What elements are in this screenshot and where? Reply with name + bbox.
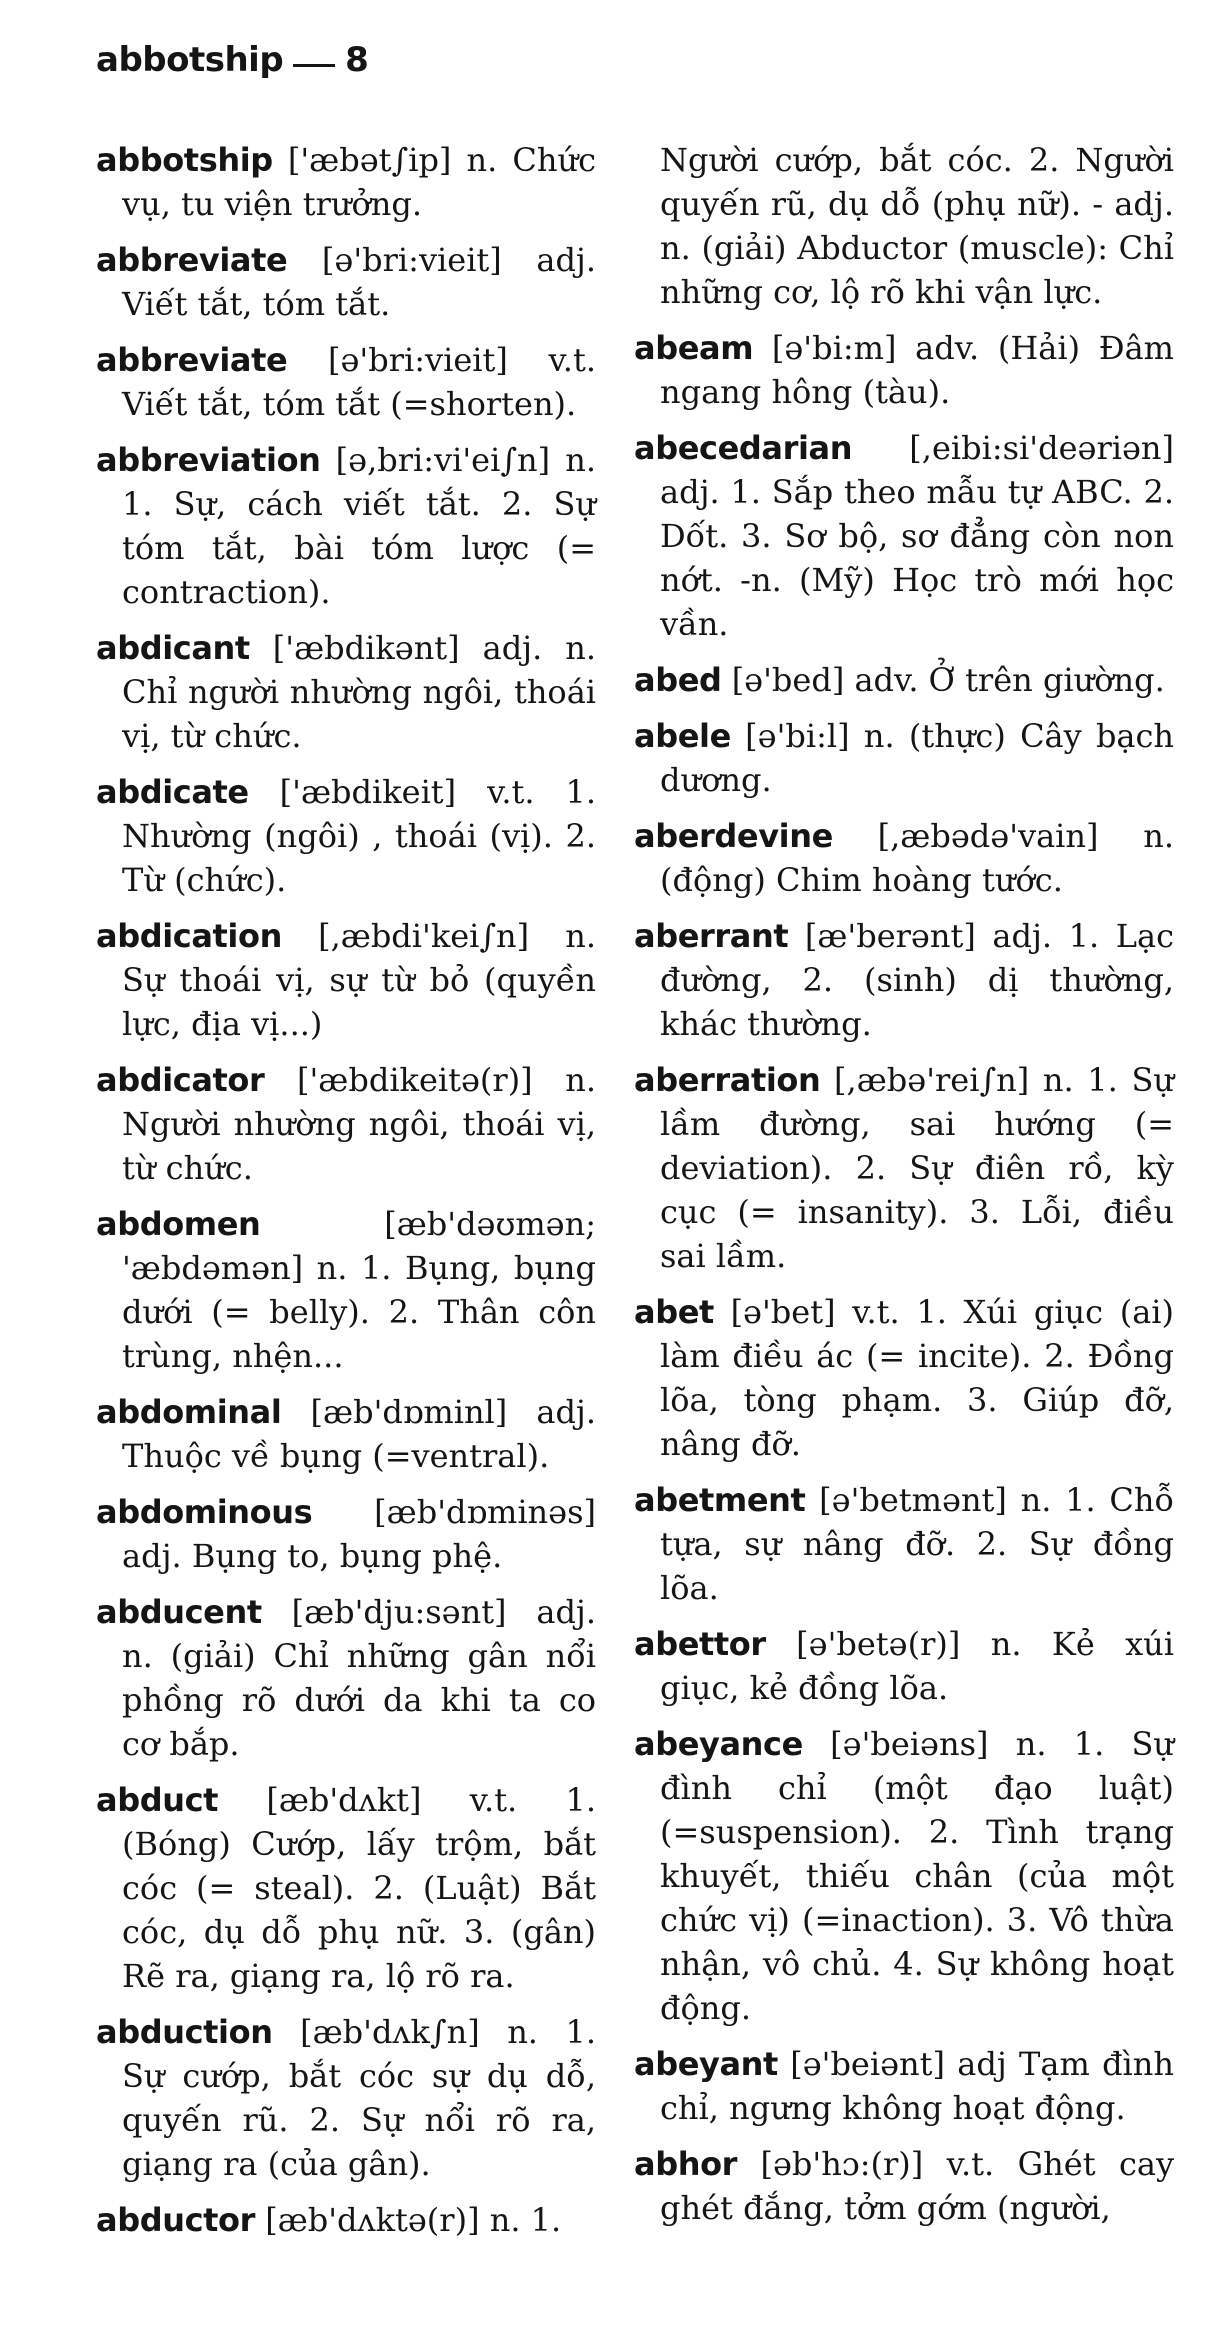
entry-pronunciation: [ə'bi:m] — [771, 329, 897, 367]
entry-pronunciation: [æb'dəʊmən; 'æbdəmən] — [122, 1205, 596, 1287]
entry-part-of-speech: n. — [507, 2013, 538, 2051]
entry-headword: abecedarian — [634, 429, 853, 467]
entry-part-of-speech: n. — [863, 717, 895, 755]
entry-part-of-speech: adj. — [660, 473, 720, 511]
entry-part-of-speech: n. — [1042, 1061, 1074, 1099]
dictionary-entry — [96, 338, 596, 426]
entry-pronunciation: [ə'betmənt] — [819, 1481, 1007, 1519]
entry-part-of-speech: adj. n. — [122, 1593, 597, 1675]
entry-definition: (thực) Cây bạch dương. — [660, 717, 1175, 799]
dictionary-entry — [634, 1622, 1174, 1710]
entry-headword: abdominous — [96, 1493, 313, 1531]
entry-headword: abed — [634, 661, 722, 699]
dictionary-entry — [634, 714, 1174, 802]
entry-definition: 1. Nhường (ngôi) , thoái (vị). 2. Từ (chức). — [122, 773, 596, 899]
entry-pronunciation: [,æbədə'vain] — [877, 817, 1099, 855]
page-header — [96, 40, 368, 80]
entry-pronunciation: ['æbdikeitə(r)] — [296, 1061, 533, 1099]
entry-pronunciation: ['æbdikənt] — [272, 629, 460, 667]
entry-definition: 1. Sự đình chỉ (một đạo luật) (=suspension). 2. Tình trạng khuyết, thiếu chân (của một chức vị) (=inaction). 3. Vô thừa nhận, vô chủ. 4. Sự không hoạt động. — [660, 1725, 1175, 2027]
entry-headword: abdomen — [96, 1205, 261, 1243]
entry-headword: abeam — [634, 329, 754, 367]
entry-part-of-speech: n. — [1020, 1481, 1052, 1519]
entry-headword: abdicant — [96, 629, 250, 667]
entry-part-of-speech: n. — [316, 1249, 348, 1287]
entry-pronunciation: [,eibi:si'deəriən] — [909, 429, 1174, 467]
dictionary-entry — [634, 326, 1174, 414]
entry-part-of-speech: adj. — [536, 241, 597, 279]
entry-headword: abbotship — [96, 141, 273, 179]
entry-part-of-speech: v.t. — [469, 1781, 518, 1819]
dictionary-entry — [634, 1290, 1174, 1466]
entry-pronunciation: [æb'dʌk∫n] — [300, 2013, 480, 2051]
entry-definition: 1. Lạc đường, 2. (sinh) dị thường, khác thường. — [660, 917, 1175, 1043]
dictionary-entry — [96, 1058, 596, 1190]
entry-definition: Kẻ xúi giục, kẻ đồng lõa. — [660, 1625, 1175, 1707]
entry-headword: abdicator — [96, 1061, 265, 1099]
entry-part-of-speech: n. — [1143, 817, 1174, 855]
entry-part-of-speech: adj. — [536, 1393, 597, 1431]
entry-headword: aberrant — [634, 917, 789, 955]
dictionary-entry — [96, 1202, 596, 1378]
entry-pronunciation: [æb'dju:sənt] — [291, 1593, 507, 1631]
entry-part-of-speech: v.t. — [852, 1293, 900, 1331]
dictionary-entry — [96, 914, 596, 1046]
dictionary-entry — [634, 1722, 1174, 2030]
entry-part-of-speech: n. — [990, 1625, 1022, 1663]
entry-part-of-speech: v.t. — [548, 341, 596, 379]
entry-part-of-speech: n. — [565, 441, 597, 479]
dictionary-entry — [96, 1778, 596, 1998]
entry-part-of-speech: adj. — [992, 917, 1053, 955]
dictionary-entry — [634, 814, 1174, 902]
entry-headword: aberdevine — [634, 817, 833, 855]
entry-definition: Chỉ người nhường ngôi, thoái vị, từ chức. — [122, 673, 596, 755]
right-column — [634, 138, 1174, 2242]
dictionary-entry — [634, 2142, 1174, 2230]
entry-pronunciation: [ə'bri:vieit] — [328, 341, 508, 379]
entry-headword: abdominal — [96, 1393, 282, 1431]
entry-part-of-speech: adj. — [122, 1537, 182, 1575]
entry-definition: Người nhường ngôi, thoái vị, từ chức. — [122, 1105, 596, 1187]
dictionary-entry — [96, 1390, 596, 1478]
continued-definition: Người cướp, bắt cóc. 2. Người quyến rũ, dụ dỗ (phụ nữ). - adj. n. (giải) Abductor (muscle): Chỉ những cơ, lộ rõ khi vận lực. — [660, 141, 1174, 311]
entry-pronunciation: [ə'betə(r)] — [796, 1625, 961, 1663]
entry-pronunciation: [,æbdi'kei∫n] — [318, 917, 530, 955]
entry-pronunciation: [æb'dɒminl] — [310, 1393, 508, 1431]
entry-definition: Bụng to, bụng phệ. — [191, 1537, 503, 1575]
entry-pronunciation: [ə,bri:vi'ei∫n] — [335, 441, 551, 479]
entry-headword: abet — [634, 1293, 714, 1331]
entry-pronunciation: [æ'berənt] — [804, 917, 976, 955]
entry-definition: 1. Sự lầm đường, sai hướng (= deviation). 2. Sự điên rồ, kỳ cục (= insanity). 3. Lỗi, điều sai lầm. — [660, 1061, 1174, 1275]
dictionary-entry — [96, 1590, 596, 1766]
entry-headword: abductor — [96, 2201, 256, 2239]
entry-pronunciation: ['æbət∫ip] — [287, 141, 452, 179]
dictionary-entry — [96, 626, 596, 758]
entry-pronunciation: [æb'dʌktə(r)] — [265, 2201, 480, 2239]
entry-part-of-speech: n. — [565, 1061, 597, 1099]
dictionary-entry — [96, 1490, 596, 1578]
dictionary-entry — [634, 1058, 1174, 1278]
dictionary-entry — [96, 2010, 596, 2186]
entry-definition: (động) Chim hoàng tước. — [660, 861, 1063, 899]
entry-definition: Sự thoái vị, sự từ bỏ (quyền lực, địa vị...) — [122, 961, 596, 1043]
entry-headword: abduction — [96, 2013, 273, 2051]
dictionary-entry — [96, 2198, 596, 2242]
entry-definition: (giải) Chỉ những gân nổi phồng rõ dưới da khi ta co cơ bắp. — [122, 1637, 596, 1763]
entry-part-of-speech: n. — [565, 917, 597, 955]
entry-part-of-speech: adj — [957, 2045, 1007, 2083]
entry-headword: abhor — [634, 2145, 738, 2183]
entry-pronunciation: [,æbə'rei∫n] — [834, 1061, 1030, 1099]
entry-pronunciation: [ə'bri:vieit] — [321, 241, 502, 279]
entry-part-of-speech: n. — [1015, 1725, 1047, 1763]
header-separator — [293, 64, 335, 67]
entry-pronunciation: [æb'dʌkt] — [266, 1781, 422, 1819]
page-number: 8 — [345, 40, 369, 80]
entry-definition: Tạm đình chỉ, ngưng không hoạt động. — [660, 2045, 1175, 2127]
entry-part-of-speech: adv. — [915, 329, 980, 367]
dictionary-entry — [96, 238, 596, 326]
entry-headword: abetment — [634, 1481, 806, 1519]
dictionary-entry — [96, 138, 596, 226]
entry-pronunciation: [ə'bed] — [731, 661, 845, 699]
entry-pronunciation: [ə'beiənt] — [790, 2045, 945, 2083]
entry-definition: Chức vụ, tu viện trưởng. — [122, 141, 596, 223]
entry-definition: 1. Chỗ tựa, sự nâng đỡ. 2. Sự đồng lõa. — [660, 1481, 1175, 1607]
dictionary-entry — [634, 658, 1174, 702]
dictionary-entry — [634, 914, 1174, 1046]
dictionary-entry — [634, 426, 1174, 646]
entry-definition: 1. Xúi giục (ai) làm điều ác (= incite). 2. Đồng lõa, tòng phạm. 3. Giúp đỡ, nâng đỡ. — [660, 1293, 1174, 1463]
entry-definition: 1. Bụng, bụng dưới (= belly). 2. Thân côn trùng, nhện... — [122, 1249, 597, 1375]
entry-pronunciation: [æb'dɒminəs] — [374, 1493, 596, 1531]
running-headword: abbotship — [96, 40, 284, 80]
entry-definition: Viết tắt, tóm tắt. — [122, 285, 391, 323]
entry-headword: abbreviate — [96, 341, 288, 379]
entry-part-of-speech: v.t. — [946, 2145, 995, 2183]
entry-headword: abdicate — [96, 773, 249, 811]
dictionary-entry — [634, 1478, 1174, 1610]
entry-definition: Thuộc về bụng (=ventral). — [122, 1437, 550, 1475]
entry-headword: abbreviate — [96, 241, 288, 279]
entry-definition: 1. — [530, 2201, 562, 2239]
entry-headword: abduct — [96, 1781, 219, 1819]
entry-definition: Ghét cay ghét đắng, tởm gớm (người, — [660, 2145, 1175, 2227]
entry-headword: abdication — [96, 917, 282, 955]
entry-headword: abducent — [96, 1593, 262, 1631]
entry-part-of-speech: adv. — [854, 661, 919, 699]
entry-headword: abele — [634, 717, 731, 755]
dictionary-entry — [96, 770, 596, 902]
left-column — [96, 138, 596, 2254]
entry-definition: 1. Sự cướp, bắt cóc sự dụ dỗ, quyến rũ. 2. Sự nổi rõ ra, giạng ra (của gân). — [122, 2013, 597, 2183]
entry-pronunciation: [ə'bet] — [730, 1293, 836, 1331]
entry-definition: 1. Sắp theo mẫu tự ABC. 2. Dốt. 3. Sơ bộ, sơ đẳng còn non nớt. -n. (Mỹ) Học trò mới học vần. — [660, 473, 1174, 643]
entry-pronunciation: [əb'hɔ:(r)] — [760, 2145, 924, 2183]
entry-definition: 1. (Bóng) Cướp, lấy trộm, bắt cóc (= steal). 2. (Luật) Bắt cóc, dụ dỗ phụ nữ. 3. (gân) Rẽ ra, giạng ra, lộ rõ ra. — [122, 1781, 597, 1995]
entry-headword: abeyance — [634, 1725, 803, 1763]
entry-pronunciation: [ə'beiəns] — [830, 1725, 989, 1763]
entry-part-of-speech: v.t. — [487, 773, 535, 811]
entry-headword: abbreviation — [96, 441, 321, 479]
entry-headword: abeyant — [634, 2045, 778, 2083]
entry-part-of-speech: adj. n. — [482, 629, 597, 667]
entry-headword: abettor — [634, 1625, 766, 1663]
entry-headword: aberration — [634, 1061, 821, 1099]
entry-definition: Viết tắt, tóm tắt (=shorten). — [122, 385, 577, 423]
entry-pronunciation: [ə'bi:l] — [745, 717, 850, 755]
dictionary-entry — [634, 2042, 1174, 2130]
entry-definition: Ở trên giường. — [928, 661, 1165, 699]
entry-part-of-speech: n. — [489, 2201, 521, 2239]
entry-part-of-speech: n. — [466, 141, 498, 179]
entry-pronunciation: ['æbdikeit] — [279, 773, 457, 811]
dictionary-entry — [96, 438, 596, 614]
entry-definition: 1. Sự, cách viết tắt. 2. Sự tóm tắt, bài tóm lược (= contraction). — [122, 485, 596, 611]
entry-definition: (Hải) Đâm ngang hông (tàu). — [660, 329, 1175, 411]
